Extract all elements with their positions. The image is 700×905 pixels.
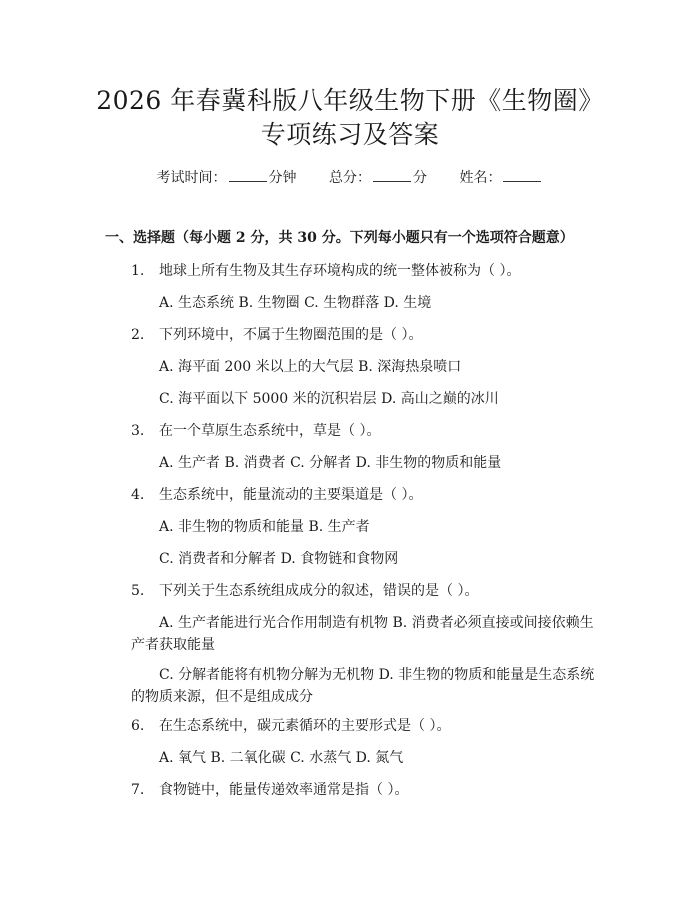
total-score-field xyxy=(329,168,427,188)
question-text: 下列关于生态系统组成成分的叙述，错误的是（ ）。 xyxy=(159,583,479,599)
question-1-options: A. 生态系统 B. 生物圈 C. 生物群落 D. 生境 xyxy=(159,295,432,311)
question-number: 6. xyxy=(131,718,145,734)
question-3-options: A. 生产者 B. 消费者 C. 分解者 D. 非生物的物质和能量 xyxy=(159,455,502,471)
question-5-options-paragraph-2: C. 分解者能将有机物分解为无机物 D. 非生物的物质和能量是生态系统的物质来源，但不是组成成分 xyxy=(131,667,595,705)
exam-time-field xyxy=(157,168,297,188)
question-4 xyxy=(131,485,422,505)
exam-time-label: 考试时间： xyxy=(156,170,227,186)
total-score-unit: 分 xyxy=(413,170,427,186)
exam-time-unit: 分钟 xyxy=(268,170,297,186)
question-7 xyxy=(131,780,408,800)
question-number: 4. xyxy=(131,487,145,503)
student-name-field xyxy=(459,168,543,188)
document-title-line-2: 专项练习及答案 xyxy=(260,120,440,149)
question-text: 生态系统中，能量流动的主要渠道是（ ）。 xyxy=(159,487,423,503)
question-4-options-line-2: C. 消费者和分解者 D. 食物链和食物网 xyxy=(159,551,399,567)
question-5 xyxy=(131,581,478,601)
question-text: 地球上所有生物及其生存环境构成的统一整体被称为（ ）。 xyxy=(159,263,521,279)
exam-info-row xyxy=(0,168,700,188)
question-2-options-line-2: C. 海平面以下 5000 米的沉积岩层 D. 高山之巅的冰川 xyxy=(159,391,499,407)
question-1 xyxy=(131,261,520,281)
section-heading-choice: 一、选择题（每小题 2 分，共 30 分。下列每小题只有一个选项符合题意） xyxy=(105,230,574,246)
question-5-options-paragraph-1: A. 生产者能进行光合作用制造有机物 B. 消费者必须直接或间接依赖生产者获取能量 xyxy=(131,615,594,653)
total-score-label: 总分： xyxy=(329,170,371,186)
document-title-line-1: 2026 年春冀科版八年级生物下册《生物圈》 xyxy=(96,86,604,115)
question-number: 7. xyxy=(131,782,145,798)
student-name-label: 姓名： xyxy=(459,170,502,186)
question-4-options-line-1: A. 非生物的物质和能量 B. 生产者 xyxy=(159,519,370,535)
question-text: 食物链中，能量传递效率通常是指（ ）。 xyxy=(159,782,409,798)
question-2-options-line-1: A. 海平面 200 米以上的大气层 B. 深海热泉喷口 xyxy=(159,359,462,375)
question-number: 5. xyxy=(131,583,145,599)
question-3 xyxy=(131,421,380,441)
exam-time-blank xyxy=(229,168,267,182)
question-2 xyxy=(131,325,422,345)
question-number: 1. xyxy=(131,263,145,279)
question-text: 在生态系统中，碳元素循环的主要形式是（ ）。 xyxy=(159,718,451,734)
question-number: 3. xyxy=(131,423,145,439)
total-score-blank xyxy=(373,168,411,182)
question-text: 下列环境中，不属于生物圈范围的是（ ）。 xyxy=(159,327,423,343)
question-text: 在一个草原生态系统中，草是（ ）。 xyxy=(159,423,381,439)
question-6-options: A. 氧气 B. 二氧化碳 C. 水蒸气 D. 氮气 xyxy=(159,750,404,766)
student-name-blank xyxy=(503,168,541,182)
question-6 xyxy=(131,716,450,736)
question-number: 2. xyxy=(131,327,145,343)
